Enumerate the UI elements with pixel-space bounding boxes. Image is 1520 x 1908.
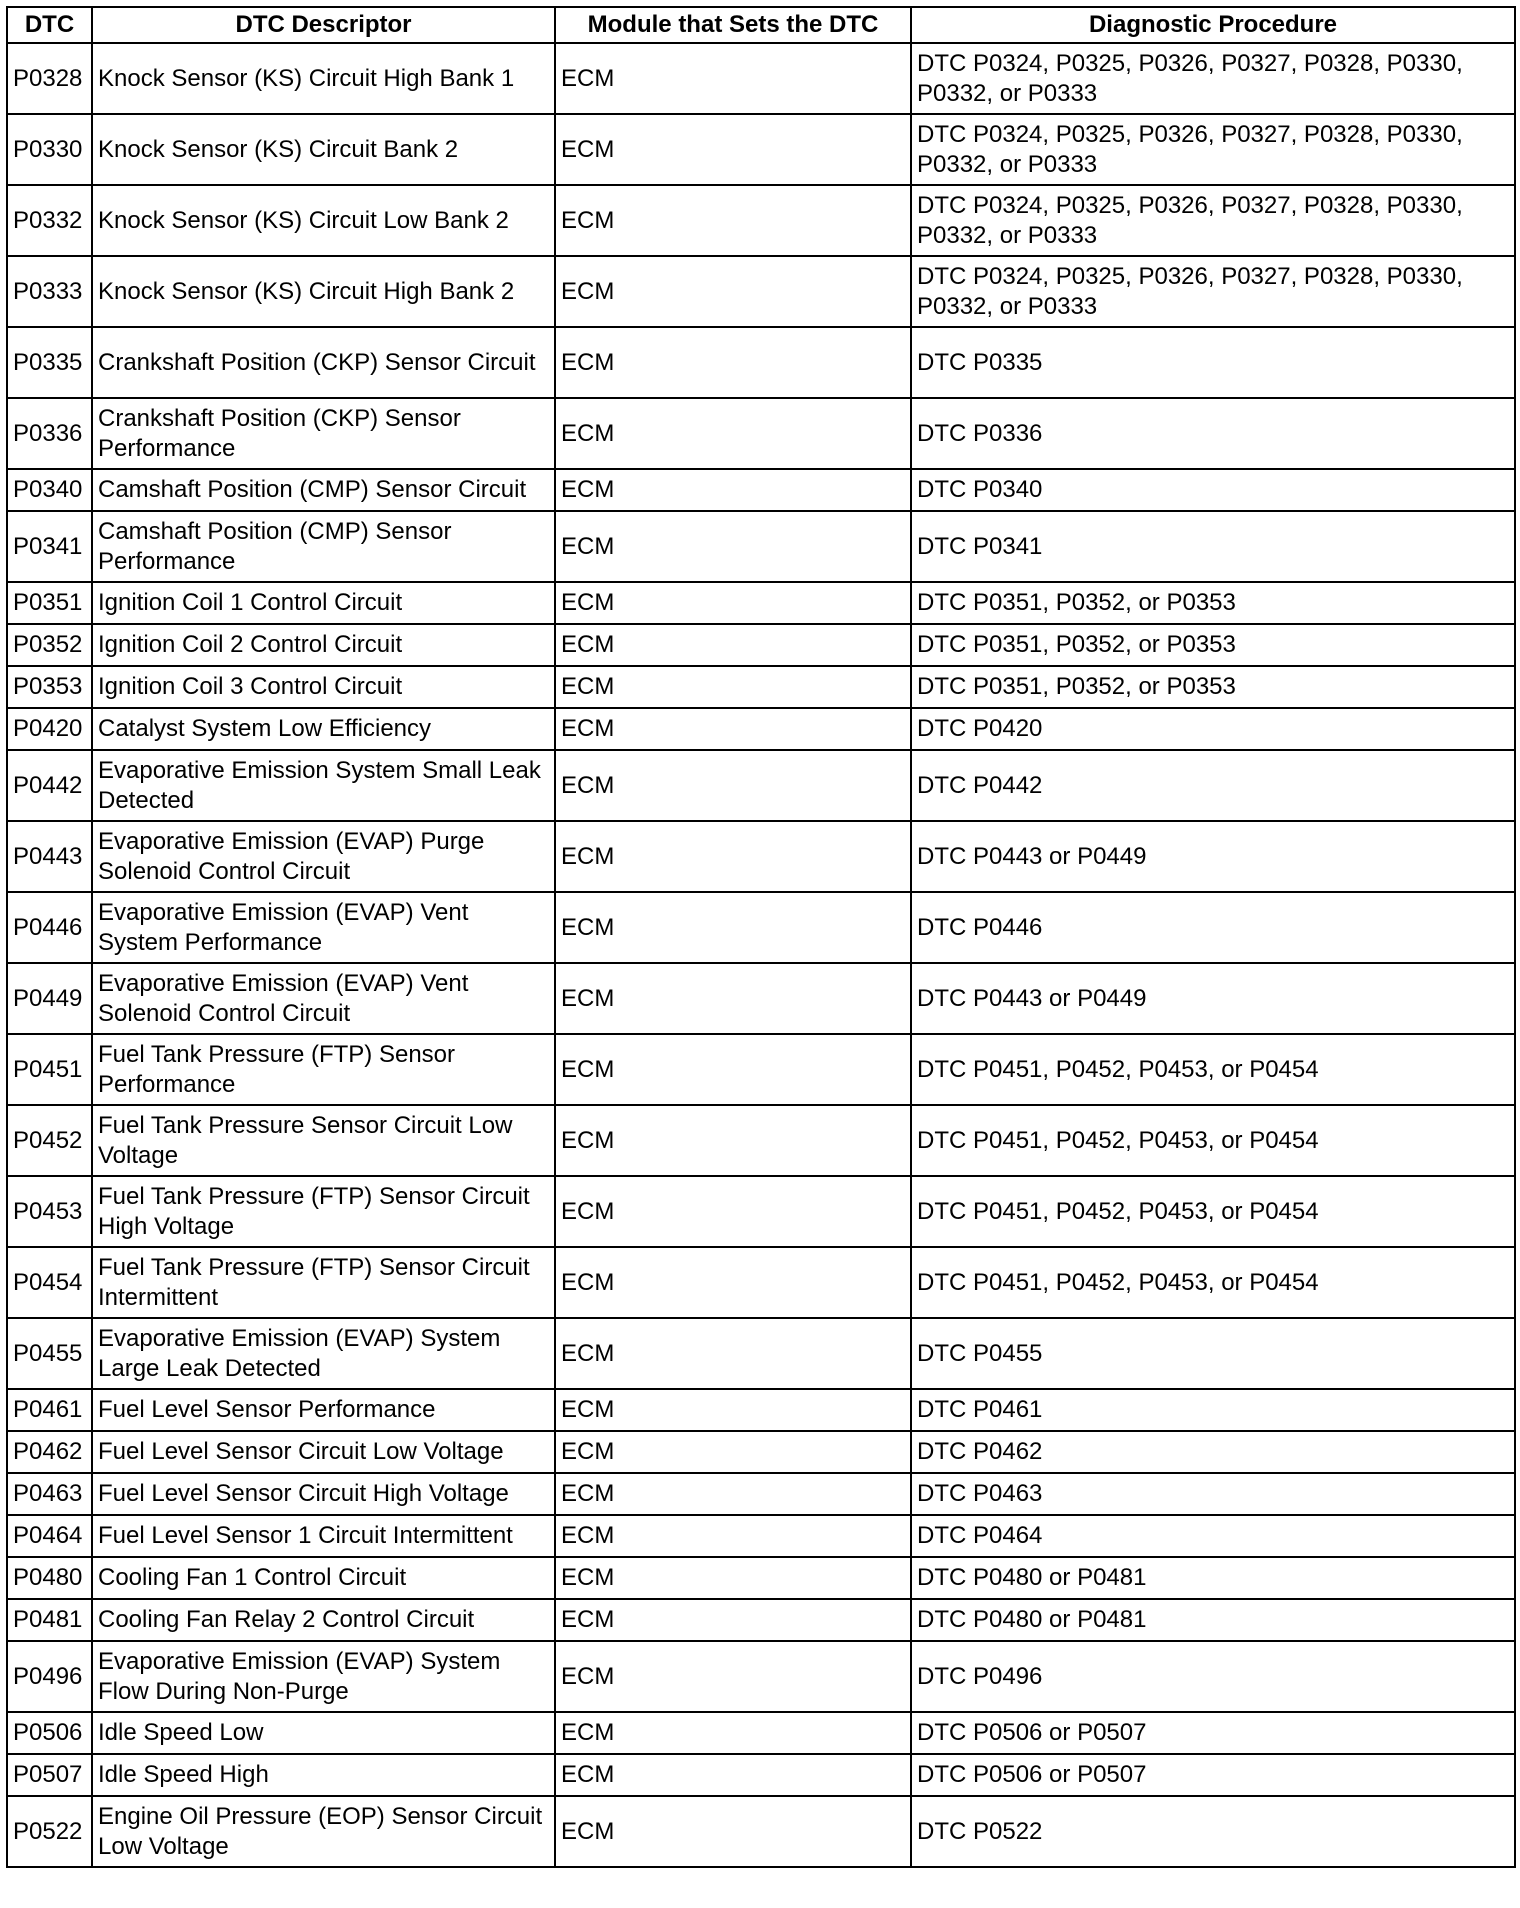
dtc-code-cell: P0340 (7, 469, 92, 511)
module-cell: ECM (555, 398, 911, 469)
descriptor-cell: Evaporative Emission (EVAP) Vent Solenoid Control Circuit (92, 963, 555, 1034)
table-row (7, 1473, 1515, 1515)
module-cell: ECM (555, 1034, 911, 1105)
dtc-code-cell: P0446 (7, 892, 92, 963)
module-cell: ECM (555, 43, 911, 114)
procedure-cell: DTC P0324, P0325, P0326, P0327, P0328, P0330, P0332, or P0333 (911, 185, 1515, 256)
dtc-code-cell: P0336 (7, 398, 92, 469)
module-cell: ECM (555, 750, 911, 821)
table-row (7, 469, 1515, 511)
dtc-code-cell: P0463 (7, 1473, 92, 1515)
dtc-code-cell: P0335 (7, 327, 92, 398)
dtc-code-cell: P0506 (7, 1712, 92, 1754)
module-cell: ECM (555, 1796, 911, 1867)
procedure-cell: DTC P0461 (911, 1389, 1515, 1431)
dtc-table (6, 6, 1516, 1868)
descriptor-cell: Ignition Coil 2 Control Circuit (92, 624, 555, 666)
header-descriptor: DTC Descriptor (92, 7, 555, 43)
module-cell: ECM (555, 511, 911, 582)
module-cell: ECM (555, 256, 911, 327)
descriptor-cell: Evaporative Emission System Small Leak Detected (92, 750, 555, 821)
descriptor-cell: Evaporative Emission (EVAP) Purge Solenoid Control Circuit (92, 821, 555, 892)
descriptor-cell: Fuel Level Sensor Circuit Low Voltage (92, 1431, 555, 1473)
module-cell: ECM (555, 1641, 911, 1712)
procedure-cell: DTC P0506 or P0507 (911, 1712, 1515, 1754)
table-row (7, 1641, 1515, 1712)
table-row (7, 1318, 1515, 1389)
table-row (7, 963, 1515, 1034)
descriptor-cell: Knock Sensor (KS) Circuit High Bank 2 (92, 256, 555, 327)
dtc-code-cell: P0420 (7, 708, 92, 750)
procedure-cell: DTC P0463 (911, 1473, 1515, 1515)
table-row (7, 1034, 1515, 1105)
table-row (7, 43, 1515, 114)
module-cell: ECM (555, 185, 911, 256)
table-row (7, 750, 1515, 821)
procedure-cell: DTC P0451, P0452, P0453, or P0454 (911, 1247, 1515, 1318)
module-cell: ECM (555, 582, 911, 624)
descriptor-cell: Catalyst System Low Efficiency (92, 708, 555, 750)
procedure-cell: DTC P0455 (911, 1318, 1515, 1389)
dtc-code-cell: P0462 (7, 1431, 92, 1473)
dtc-code-cell: P0522 (7, 1796, 92, 1867)
dtc-code-cell: P0332 (7, 185, 92, 256)
table-row (7, 666, 1515, 708)
module-cell: ECM (555, 1389, 911, 1431)
dtc-code-cell: P0464 (7, 1515, 92, 1557)
descriptor-cell: Fuel Tank Pressure (FTP) Sensor Circuit Intermittent (92, 1247, 555, 1318)
module-cell: ECM (555, 821, 911, 892)
descriptor-cell: Crankshaft Position (CKP) Sensor Performance (92, 398, 555, 469)
descriptor-cell: Evaporative Emission (EVAP) System Large Leak Detected (92, 1318, 555, 1389)
module-cell: ECM (555, 624, 911, 666)
procedure-cell: DTC P0522 (911, 1796, 1515, 1867)
table-row (7, 624, 1515, 666)
table-row (7, 114, 1515, 185)
procedure-cell: DTC P0451, P0452, P0453, or P0454 (911, 1034, 1515, 1105)
procedure-cell: DTC P0335 (911, 327, 1515, 398)
procedure-cell: DTC P0451, P0452, P0453, or P0454 (911, 1105, 1515, 1176)
procedure-cell: DTC P0340 (911, 469, 1515, 511)
table-row (7, 1557, 1515, 1599)
descriptor-cell: Camshaft Position (CMP) Sensor Circuit (92, 469, 555, 511)
table-row (7, 1712, 1515, 1754)
dtc-code-cell: P0353 (7, 666, 92, 708)
module-cell: ECM (555, 963, 911, 1034)
descriptor-cell: Idle Speed High (92, 1754, 555, 1796)
dtc-code-cell: P0333 (7, 256, 92, 327)
header-module: Module that Sets the DTC (555, 7, 911, 43)
descriptor-cell: Fuel Tank Pressure (FTP) Sensor Performance (92, 1034, 555, 1105)
dtc-code-cell: P0455 (7, 1318, 92, 1389)
module-cell: ECM (555, 114, 911, 185)
procedure-cell: DTC P0443 or P0449 (911, 963, 1515, 1034)
module-cell: ECM (555, 327, 911, 398)
procedure-cell: DTC P0506 or P0507 (911, 1754, 1515, 1796)
table-row (7, 708, 1515, 750)
procedure-cell: DTC P0446 (911, 892, 1515, 963)
dtc-code-cell: P0328 (7, 43, 92, 114)
module-cell: ECM (555, 1105, 911, 1176)
procedure-cell: DTC P0420 (911, 708, 1515, 750)
descriptor-cell: Ignition Coil 1 Control Circuit (92, 582, 555, 624)
module-cell: ECM (555, 1247, 911, 1318)
descriptor-cell: Fuel Level Sensor Circuit High Voltage (92, 1473, 555, 1515)
procedure-cell: DTC P0324, P0325, P0326, P0327, P0328, P0330, P0332, or P0333 (911, 43, 1515, 114)
dtc-code-cell: P0443 (7, 821, 92, 892)
module-cell: ECM (555, 1176, 911, 1247)
header-procedure: Diagnostic Procedure (911, 7, 1515, 43)
procedure-cell: DTC P0351, P0352, or P0353 (911, 582, 1515, 624)
procedure-cell: DTC P0480 or P0481 (911, 1599, 1515, 1641)
dtc-code-cell: P0454 (7, 1247, 92, 1318)
dtc-code-cell: P0453 (7, 1176, 92, 1247)
module-cell: ECM (555, 1712, 911, 1754)
dtc-code-cell: P0451 (7, 1034, 92, 1105)
descriptor-cell: Engine Oil Pressure (EOP) Sensor Circuit Low Voltage (92, 1796, 555, 1867)
procedure-cell: DTC P0462 (911, 1431, 1515, 1473)
dtc-code-cell: P0352 (7, 624, 92, 666)
module-cell: ECM (555, 892, 911, 963)
descriptor-cell: Cooling Fan Relay 2 Control Circuit (92, 1599, 555, 1641)
dtc-code-cell: P0341 (7, 511, 92, 582)
descriptor-cell: Evaporative Emission (EVAP) Vent System Performance (92, 892, 555, 963)
dtc-code-cell: P0351 (7, 582, 92, 624)
descriptor-cell: Knock Sensor (KS) Circuit Low Bank 2 (92, 185, 555, 256)
procedure-cell: DTC P0480 or P0481 (911, 1557, 1515, 1599)
module-cell: ECM (555, 1515, 911, 1557)
dtc-code-cell: P0481 (7, 1599, 92, 1641)
module-cell: ECM (555, 1431, 911, 1473)
table-header (7, 7, 1515, 43)
descriptor-cell: Cooling Fan 1 Control Circuit (92, 1557, 555, 1599)
table-row (7, 1247, 1515, 1318)
dtc-code-cell: P0480 (7, 1557, 92, 1599)
table-row (7, 821, 1515, 892)
table-row (7, 1431, 1515, 1473)
procedure-cell: DTC P0451, P0452, P0453, or P0454 (911, 1176, 1515, 1247)
procedure-cell: DTC P0496 (911, 1641, 1515, 1712)
table-row (7, 1599, 1515, 1641)
table-row (7, 1515, 1515, 1557)
descriptor-cell: Knock Sensor (KS) Circuit High Bank 1 (92, 43, 555, 114)
table-row (7, 1105, 1515, 1176)
module-cell: ECM (555, 1754, 911, 1796)
table-row (7, 1796, 1515, 1867)
table-row (7, 511, 1515, 582)
procedure-cell: DTC P0324, P0325, P0326, P0327, P0328, P0330, P0332, or P0333 (911, 256, 1515, 327)
table-row (7, 582, 1515, 624)
procedure-cell: DTC P0341 (911, 511, 1515, 582)
table-row (7, 256, 1515, 327)
table-row (7, 398, 1515, 469)
dtc-code-cell: P0496 (7, 1641, 92, 1712)
descriptor-cell: Fuel Level Sensor 1 Circuit Intermittent (92, 1515, 555, 1557)
descriptor-cell: Fuel Level Sensor Performance (92, 1389, 555, 1431)
module-cell: ECM (555, 1318, 911, 1389)
header-row (7, 7, 1515, 43)
procedure-cell: DTC P0442 (911, 750, 1515, 821)
module-cell: ECM (555, 1557, 911, 1599)
procedure-cell: DTC P0443 or P0449 (911, 821, 1515, 892)
table-row (7, 1389, 1515, 1431)
table-row (7, 185, 1515, 256)
header-dtc: DTC (7, 7, 92, 43)
module-cell: ECM (555, 708, 911, 750)
descriptor-cell: Fuel Tank Pressure (FTP) Sensor Circuit High Voltage (92, 1176, 555, 1247)
table-row (7, 1176, 1515, 1247)
dtc-code-cell: P0449 (7, 963, 92, 1034)
table-row (7, 1754, 1515, 1796)
procedure-cell: DTC P0464 (911, 1515, 1515, 1557)
dtc-code-cell: P0461 (7, 1389, 92, 1431)
descriptor-cell: Evaporative Emission (EVAP) System Flow During Non-Purge (92, 1641, 555, 1712)
descriptor-cell: Camshaft Position (CMP) Sensor Performance (92, 511, 555, 582)
procedure-cell: DTC P0324, P0325, P0326, P0327, P0328, P0330, P0332, or P0333 (911, 114, 1515, 185)
descriptor-cell: Ignition Coil 3 Control Circuit (92, 666, 555, 708)
descriptor-cell: Knock Sensor (KS) Circuit Bank 2 (92, 114, 555, 185)
module-cell: ECM (555, 1473, 911, 1515)
table-row (7, 327, 1515, 398)
procedure-cell: DTC P0336 (911, 398, 1515, 469)
dtc-code-cell: P0507 (7, 1754, 92, 1796)
descriptor-cell: Fuel Tank Pressure Sensor Circuit Low Voltage (92, 1105, 555, 1176)
table-body (7, 43, 1515, 1867)
module-cell: ECM (555, 666, 911, 708)
procedure-cell: DTC P0351, P0352, or P0353 (911, 666, 1515, 708)
dtc-code-cell: P0452 (7, 1105, 92, 1176)
descriptor-cell: Idle Speed Low (92, 1712, 555, 1754)
procedure-cell: DTC P0351, P0352, or P0353 (911, 624, 1515, 666)
module-cell: ECM (555, 469, 911, 511)
table-row (7, 892, 1515, 963)
dtc-code-cell: P0442 (7, 750, 92, 821)
dtc-code-cell: P0330 (7, 114, 92, 185)
descriptor-cell: Crankshaft Position (CKP) Sensor Circuit (92, 327, 555, 398)
module-cell: ECM (555, 1599, 911, 1641)
